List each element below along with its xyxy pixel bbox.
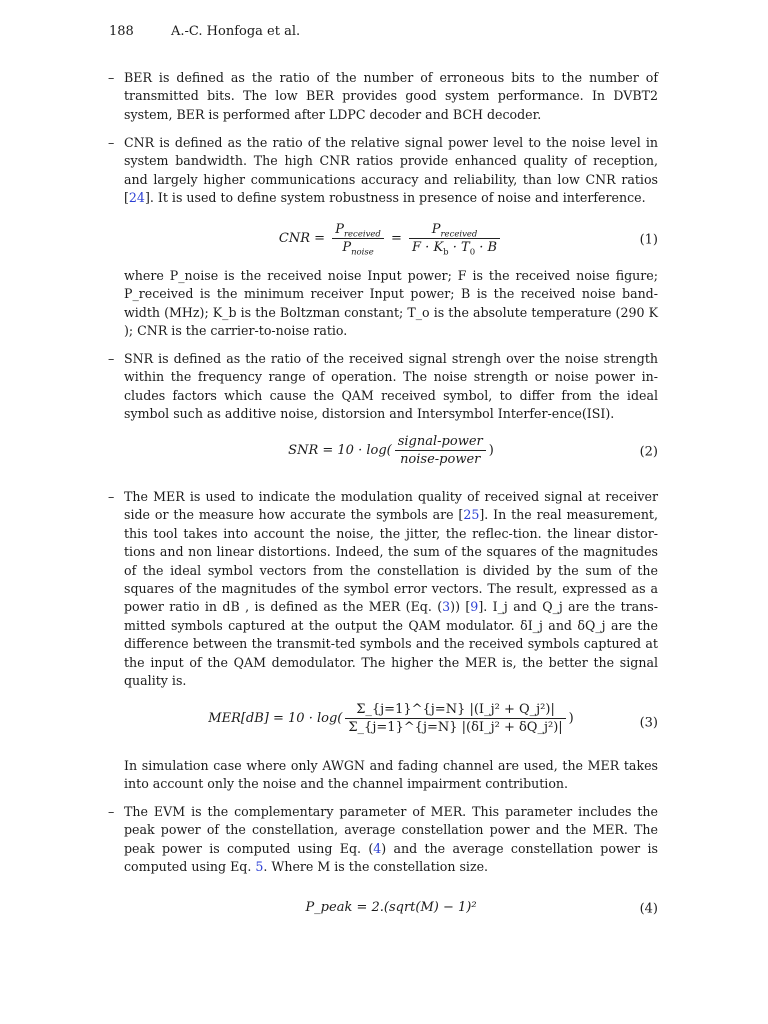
snr-text: SNR is defined as the ratio of the received signal strengh over the noise strength within the frequency range of operation. The noise strength or noise power in-cludes factors which cause the QAM received symbol, to differ from the ideal symbol such as additive noise, distorsion and Intersymbol Interfer-ence(ISI). bbox=[124, 351, 658, 422]
bullet-ber: – BER is defined as the ratio of the number of erroneous bits to the number of transmitted bits. The low BER provides good system performance. In DVBT2 system, BER is performed after LDPC decoder and BCH decoder. bbox=[108, 69, 658, 124]
ber-text: BER is defined as the ratio of the number of erroneous bits to the number of transmitted bits. The low BER provides good system performance. In DVBT2 system, BER is performed after LDPC decoder and BCH decoder. bbox=[124, 70, 658, 122]
eq4-text: P_peak = 2.(sqrt(M) − 1)² bbox=[305, 900, 477, 915]
cnr-text-a: CNR is defined as the ratio of the relative signal power level to the noise level in system bandwidth. The high CNR ratios provide enhanced quality of reception, and largely higher communications accuracy and reliability, than low CNR ratios [ bbox=[124, 135, 658, 206]
running-header bbox=[109, 24, 300, 39]
evm-text-a: The EVM is the complementary parameter of MER. This parameter includes the peak power of the constellation, average constellation power and the MER. The peak power is computed using Eq. ( bbox=[124, 804, 658, 856]
citation-link[interactable]: 25 bbox=[463, 507, 480, 523]
equation-number-1: (1) bbox=[639, 232, 658, 248]
mer-text-d: ]. I_j and Q_j are the trans-mitted symbols captured at the output the QAM modulator. δI_j and δQ_j are the difference between the transmit-ted symbols and the received symbols captured at the input of the QAM demodulator. The higher the MER is, the better the signal quality is. bbox=[124, 599, 658, 689]
bullet-snr: – SNR is defined as the ratio of the received signal strengh over the noise strength within the frequency range of operation. The noise strength or noise power in-cludes factors which cause the QAM received symbol, to differ from the ideal symbol such as additive noise, distorsion and Intersymbol Interfer-ence(ISI). bbox=[108, 350, 658, 424]
eq1-frac-a: $\frac{P_{received}}{P_{noise}}$ bbox=[332, 222, 384, 255]
bullet-evm: – The EVM is the complementary parameter of MER. This parameter includes the peak power of the constellation, average constellation power and the MER. The peak power is computed using Eq. (4) and the average constellation power is computed using Eq. 5. Where M is the constellation size. bbox=[108, 804, 658, 875]
equation-ref-link[interactable]: 5 bbox=[255, 859, 264, 875]
page-number: 188 bbox=[109, 24, 134, 39]
equation-2: SNR = 10 · log( $\frac{\text{signal-power}}{\text{noise-power}}$ ) (2) bbox=[288, 434, 658, 467]
equation-number-3: (3) bbox=[639, 715, 658, 731]
eq2-frac: $\frac{\text{signal-power}}{\text{noise-power}}$ bbox=[395, 434, 486, 467]
mer-text-b: ]. In the real measurement, this tool takes into account the noise, the jitter, the reflec-tion. the linear distor-tions and non linear distortions. Indeed, the sum of the squares of the magnitudes of the ideal symbol vectors from the constellation is divided by the sum of the squares of the magnitudes of the symbol error vectors. The result, expressed as a power ratio in dB , is defined as the MER (Eq. ( bbox=[124, 507, 658, 615]
mer-text-c: )) [ bbox=[450, 599, 471, 615]
cnr-where-text: where P_noise is the received noise Input power; F is the received noise figure; P_received is the minimum receiver Input power; B is the received noise band-width (MHz); K_b is the Boltzman constant; T_o is the absolute temperature (290 K ); CNR is the carrier-to-noise ratio. bbox=[124, 268, 658, 339]
eq1-lhs: CNR bbox=[278, 231, 311, 246]
mer-sim-text: In simulation case where only AWGN and fading channel are used, the MER takes into account only the noise and the channel impairment contribution. bbox=[124, 758, 658, 792]
equation-4 bbox=[124, 898, 658, 920]
equation-ref-link[interactable]: 4 bbox=[373, 840, 382, 856]
equation-ref-link[interactable]: 3 bbox=[442, 599, 451, 615]
running-authors: A.-C. Honfoga et al. bbox=[171, 24, 301, 39]
citation-link[interactable]: 24 bbox=[128, 190, 145, 206]
eq1-frac-b: $\frac{P_{received}}{F \cdot K_b \cdot T_0 \cdot B}$ bbox=[409, 222, 500, 255]
bullet-cnr: – CNR is defined as the ratio of the relative signal power level to the noise level in system bandwidth. The high CNR ratios provide enhanced quality of reception, and largely higher communications accuracy and reliability, than low CNR ratios [24]. It is used to define system robustness in presence of noise and interference. bbox=[108, 135, 658, 206]
cnr-text-b: ]. It is used to define system robustness in presence of noise and interference. bbox=[144, 190, 646, 206]
equation-1: CNR = $\frac{P_{received}}{P_{noise}}$ = $\frac{P_{received}}{F \cdot K_b \cdot T_0 \cdot B}$ (1) bbox=[278, 222, 658, 258]
equation-3: MER[dB] = 10 · log( $\frac{\text{Σ\_\{j=1\}\textasciicircum{}\{j=N\} |(I\_j² + Q\_j²)|}}{\text{Σ\_\{j=1\}\textasciicircum{}\{j=N\} |(δI\_j² + δQ\_j²)|}}$ ) (3) bbox=[208, 702, 658, 735]
mer-text-a: The MER is used to indicate the modulation quality of received signal at receiver side or the measure how accurate the symbols are [ bbox=[124, 489, 658, 523]
eq2-lhs: SNR = 10 · log( bbox=[288, 443, 392, 458]
equation-number-2: (2) bbox=[639, 444, 658, 460]
equation-number-4: (4) bbox=[639, 901, 658, 917]
eq3-lhs: MER[dB] = 10 · log( bbox=[208, 711, 343, 726]
bullet-mer: – The MER is used to indicate the modulation quality of received signal at receiver side or the measure how accurate the symbols are [25]. In the real measurement, this tool takes into account the noise, the jitter, the reflec-tion. the linear distor-tions and non linear distortions. Indeed, the sum of the squares of the magnitudes of the ideal symbol vectors from the constellation is divided by the sum of the squares of the magnitudes of the symbol error vectors. The result, expressed as a power ratio in dB , is defined as the MER (Eq. (3)) [9]. I_j and Q_j are the trans-mitted symbols captured at the output the QAM modulator. δI_j and δQ_j are the difference between the transmit-ted symbols and the received symbols captured at the input of the QAM demodulator. The higher the MER is, the better the signal quality is. bbox=[108, 489, 658, 689]
evm-text-c: . Where M is the constellation size. bbox=[263, 859, 489, 875]
citation-link[interactable]: 9 bbox=[470, 599, 479, 615]
evm-text-b: ) and the average constellation power is computed using Eq. bbox=[124, 840, 658, 875]
eq3-frac: $\frac{\text{Σ\_\{j=1\}\textasciicircum{}\{j=N\} |(I\_j² + Q\_j²)|}}{\text{Σ\_\{j=1\}\textasciicircum{}\{j=N\} |(δI\_j² + δQ\_j²)|}}$ bbox=[345, 702, 565, 735]
